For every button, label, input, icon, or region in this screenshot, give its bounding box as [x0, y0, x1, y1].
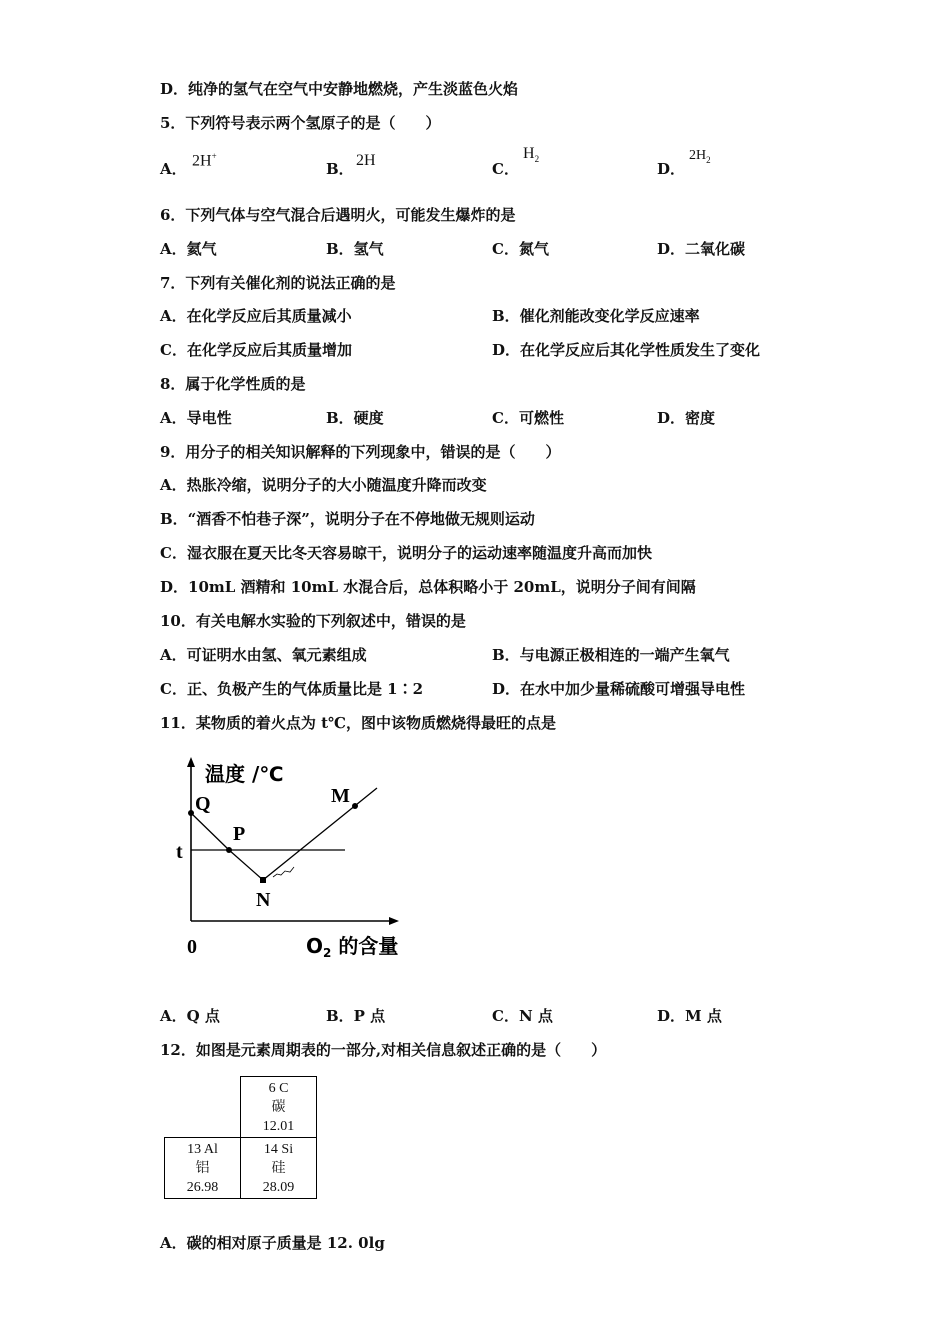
q9-option-c: C．湿衣服在夏天比冬天容易晾干，说明分子的运动速率随温度升高而加快 [160, 544, 652, 562]
periodic-table-excerpt [164, 1076, 317, 1199]
q5-option-d-formula: $2H_2$ [689, 148, 711, 165]
empty-cell [165, 1077, 241, 1138]
temperature-oxygen-graph [165, 755, 425, 970]
element-cell-carbon [241, 1077, 317, 1138]
point-n-dot [260, 877, 266, 883]
q6-option-a: A．氦气 [160, 240, 217, 258]
question-9: 9．用分子的相关知识解释的下列现象中，错误的是（ ） [160, 443, 561, 461]
question-11: 11．某物质的着火点为 t℃，图中该物质燃烧得最旺的点是 [160, 714, 557, 732]
q5-option-b-formula: 2H [356, 152, 376, 169]
q8-option-c: C．可燃性 [492, 409, 564, 427]
q7-option-a: A．在化学反应后其质量减小 [160, 307, 352, 325]
q7-option-c: C．在化学反应后其质量增加 [160, 341, 352, 359]
q10-option-a: A．可证明水由氢、氧元素组成 [160, 646, 367, 664]
q6-option-c: C．氮气 [492, 240, 549, 258]
point-m-label: M [331, 785, 350, 807]
element-cell-silicon [241, 1138, 317, 1199]
point-n-label: N [256, 889, 271, 911]
q7-option-b: B．催化剂能改变化学反应速率 [492, 307, 700, 325]
q5-option-c-formula: $H_2$ [523, 145, 540, 165]
point-p-dot [226, 847, 232, 853]
q11-option-a: A．Q 点 [160, 1007, 220, 1025]
point-p-label: P [233, 823, 246, 845]
q7-option-d: D．在化学反应后其化学性质发生了变化 [492, 341, 761, 359]
aluminum-mass: 26.98 [186, 1179, 219, 1195]
carbon-number-symbol: 6 C [268, 1080, 289, 1096]
silicon-mass: 28.09 [262, 1179, 295, 1195]
carbon-mass: 12.01 [262, 1118, 295, 1134]
curve-scribble [273, 867, 294, 877]
q11-option-d: D．M 点 [657, 1007, 722, 1025]
q10-option-d: D．在水中加少量稀硫酸可增强导电性 [492, 680, 746, 698]
element-cell-aluminum [165, 1138, 241, 1199]
question-5: 5．下列符号表示两个氢原子的是（ ） [160, 114, 441, 132]
question-12: 12．如图是元素周期表的一部分,对相关信息叙述正确的是（ ） [160, 1041, 607, 1059]
q8-option-d: D．密度 [657, 409, 716, 427]
q5-option-d-label: D． [657, 160, 686, 178]
q5-option-b-label: B． [326, 160, 354, 178]
q9-option-d: D．10mL 酒精和 10mL 水混合后，总体积略小于 20mL，说明分子间有间隔 [160, 578, 696, 596]
x-axis-label: $O_2$ 的含量 [306, 934, 399, 960]
q12-option-a: A．碳的相对原子质量是 12. 0lg [160, 1234, 385, 1252]
point-q-dot [188, 810, 194, 816]
t-label: t [176, 841, 183, 863]
question-10: 10．有关电解水实验的下列叙述中，错误的是 [160, 612, 466, 630]
x-axis-arrow [389, 917, 399, 925]
origin-label: 0 [187, 936, 197, 958]
silicon-number-symbol: 14 Si [263, 1141, 294, 1157]
silicon-name: 硅 [271, 1160, 286, 1176]
y-axis-arrow [187, 757, 195, 767]
question-6: 6．下列气体与空气混合后遇明火，可能发生爆炸的是 [160, 206, 516, 224]
q11-option-c: C．N 点 [492, 1007, 553, 1025]
q8-option-b: B．硬度 [326, 409, 384, 427]
aluminum-number-symbol: 13 Al [187, 1141, 218, 1157]
point-q-label: Q [195, 793, 211, 815]
point-m-dot [352, 803, 358, 809]
y-axis-label: 温度 /℃ [205, 762, 284, 786]
q10-option-b: B．与电源正极相连的一端产生氧气 [492, 646, 730, 664]
q5-option-a-formula: 2H+ [192, 151, 217, 170]
q5-option-a-label: A． [160, 160, 187, 178]
question-8: 8．属于化学性质的是 [160, 375, 306, 393]
q4-option-d: D．纯净的氢气在空气中安静地燃烧，产生淡蓝色火焰 [160, 80, 519, 98]
q8-option-a: A．导电性 [160, 409, 232, 427]
q11-option-b: B．P 点 [326, 1007, 386, 1025]
q5-option-c-label: C． [492, 160, 519, 178]
q9-option-a: A．热胀冷缩，说明分子的大小随温度升降而改变 [160, 476, 487, 494]
aluminum-name: 铝 [195, 1160, 210, 1176]
q6-option-b: B．氢气 [326, 240, 384, 258]
question-7: 7．下列有关催化剂的说法正确的是 [160, 274, 396, 292]
carbon-name: 碳 [271, 1099, 286, 1115]
q6-option-d: D．二氧化碳 [657, 240, 746, 258]
q9-option-b: B．“酒香不怕巷子深”，说明分子在不停地做无规则运动 [160, 510, 535, 528]
q10-option-c: C．正、负极产生的气体质量比是 1∶2 [160, 680, 424, 698]
